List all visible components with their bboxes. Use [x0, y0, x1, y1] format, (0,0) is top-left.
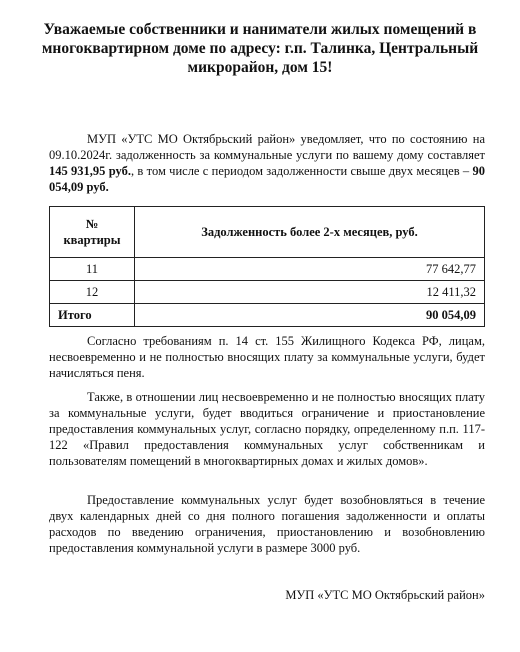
table-row — [50, 258, 485, 281]
notice-text-part1: МУП «УТС МО Октябрьский район» уведомляет, что по состоянию на 09.10.2024г. задолженность за коммунальные услуги по вашему дому составляет — [49, 132, 485, 162]
restriction-paragraph — [49, 389, 485, 469]
debt-table — [49, 206, 485, 327]
debt-amount-cell: 77 642,77 — [135, 258, 485, 281]
restriction-text: Также, в отношении лиц несвоевременно и не полностью вносящих плату за коммунальные услуги, будет вводиться ограничение и приостановление предоставления коммунальных услуг, согласно порядку, определенному п.п. 117-122 «Правил предоставления коммунальных услуг собственникам и пользователям помещений в многоквартирных домах и жилых домов». — [49, 390, 485, 468]
debt-amount-cell: 12 411,32 — [135, 281, 485, 304]
table-total-row — [50, 304, 485, 327]
table-header-row — [50, 207, 485, 258]
overdue-debt-amount: 90 054,09 руб. — [49, 164, 485, 194]
penalty-paragraph — [49, 333, 485, 381]
table-row — [50, 281, 485, 304]
notice-text-part2: , в том числе с периодом задолженности свыше двух месяцев – — [131, 164, 473, 178]
apartment-number-cell: 12 — [50, 281, 135, 304]
total-amount-cell: 90 054,09 — [135, 304, 485, 327]
overdue-debt-header: Задолженность более 2-х месяцев, руб. — [135, 207, 485, 258]
penalty-text: Согласно требованиям п. 14 ст. 155 Жилищного Кодекса РФ, лицам, несвоевременно и не полностью вносящих плату за коммунальные услуги, будет начисляться пеня. — [49, 334, 485, 380]
resumption-text: Предоставление коммунальных услуг будет возобновляться в течение двух календарных дней со дня полного погашения задолженности и оплаты расходов по введению ограничения, приостановлению и возобновлению предоставления коммунальной услуги в размере 3000 руб. — [49, 493, 485, 555]
total-label-cell: Итого — [50, 304, 135, 327]
apartment-number-header: № квартиры — [50, 207, 135, 258]
notice-title: Уважаемые собственники и наниматели жилых помещений в многоквартирном доме по адресу: г.п. Талинка, Центральный микрорайон, дом 15! — [41, 21, 479, 76]
debt-notice-paragraph — [49, 131, 485, 195]
resumption-paragraph — [49, 492, 485, 556]
apartment-number-cell: 11 — [50, 258, 135, 281]
total-debt-amount: 145 931,95 руб. — [49, 164, 131, 178]
signature: МУП «УТС МО Октябрьский район» — [285, 588, 485, 602]
